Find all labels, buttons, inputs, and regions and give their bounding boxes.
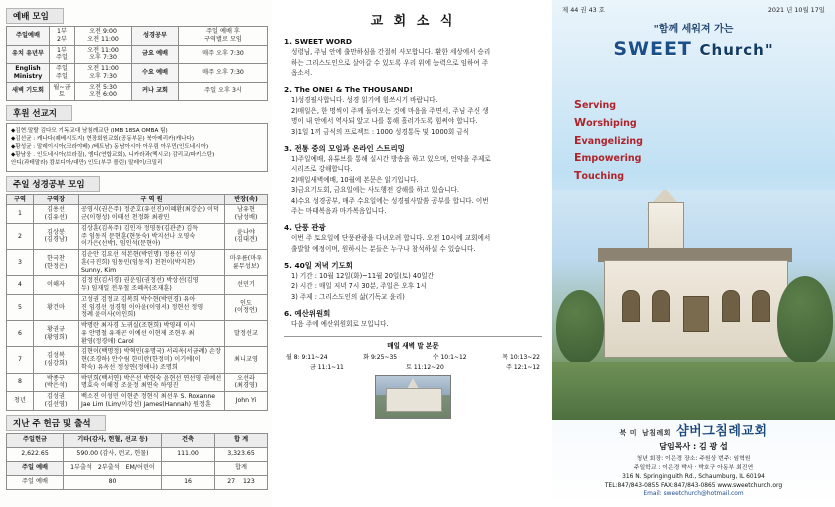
acrostic-line [574, 132, 754, 150]
acrostic-line [574, 149, 754, 167]
acrostic-line [574, 114, 754, 132]
acrostic-word: vangelizing [581, 135, 643, 147]
news-item [284, 223, 542, 254]
table-row: 1 김용선 (김유선) 공영시(권은주) 정준호(유선진)이혜환(최강순) 이덕 군(이형성) 이태선 천정화 최광민 남유현 (남성배) [7, 205, 268, 224]
table-row: 3 한국찬 (한정은) 김순안 김요선 석본현(박인명) 정용선 이성 훈(극진희) 임동민(임동직) 천천이(박지찬) Sunny, Kim 마우름(마우 륜무성보) [7, 250, 268, 276]
cover-footer [552, 420, 835, 499]
acrostic-word: mpowering [581, 153, 642, 165]
smallgroup-table [6, 194, 268, 411]
tree-shape [556, 290, 604, 364]
news-item-body [284, 95, 542, 137]
window-shape [652, 290, 670, 322]
table-header-row [7, 433, 268, 447]
finance-section-title: 지난 주 헌금 및 출석 [6, 415, 106, 431]
news-item [284, 144, 542, 217]
col-offering: 주일헌금 [7, 433, 64, 447]
news-line: 2)매일새벽예배, 10월에 본문은 읽기입니다. [291, 175, 419, 184]
table-row: 8 박종구 (박은석) 박민희(백서연) 박은선 박현숙 윤현선 연선영 권예선 명효숙 이해정 조윤정 최연숙 하영진 오선라 (최경영) [7, 373, 268, 392]
news-item-body [284, 47, 542, 78]
smallgroup-section-title: 주일 성경공부 모임 [6, 176, 100, 192]
issue-date: 2021 년 10월 17일 [767, 6, 825, 14]
table-row: 6 황권규 (황영희) 박명란 최자경 노귀실(조현희) 박영래 이시 유 안명철 유재곤 이예선 이현제 조현우 최 환영(정경애) Carol 말정선교 [7, 321, 268, 347]
daily-verse-row [284, 352, 542, 361]
table-row: 새벽 기도회 월~금 토 오전 5:30 오전 6:00 커나 교회 주일 오후 3시 [7, 82, 268, 101]
news-item-heading: 3. 전통 중의 모임과 온라인 스트리밍 [284, 143, 405, 153]
news-line: 시리즈로 강해합니다. [291, 165, 353, 174]
acrostic-word: ouching [581, 171, 625, 183]
table-row: 유치 유년부 1부 주일 오전 11:00 오후 7:30 금요 예배 매주 오후 7:30 [7, 45, 268, 64]
daily-verse-row [284, 362, 542, 371]
table-row: 청년 김성권 (김선영) 백소진 이성민 이현준 정현식 최선우 S. Roxanne Jae Lim (Lim/이강선) James(Hannah) 원정훈 John Yi [7, 392, 268, 411]
swept-acrostic [574, 96, 754, 185]
total-value: 3,323.65 [215, 447, 268, 461]
list-item: ◆김현․말랄 김다모 기독교대 남침례교단 (IMB 18SA OMBA 팀) [11, 128, 168, 134]
news-item-body [284, 233, 542, 254]
contact-block [562, 455, 825, 499]
news-line: 3) 주제 : 그리스도인의 삶(기독교 윤리) [291, 292, 405, 301]
finance-table [6, 433, 268, 490]
col-leader: 구역장 [34, 194, 79, 205]
building-shape [386, 388, 442, 412]
table-row: 5 황건마 고성권 검정교 김복희 박수현(박민경) 유아 진 임경선 성경험 이아윤(이영서) 정현선 정영 정례 윤미사(이인희) 인도 (이정언) [7, 294, 268, 320]
news-column [276, 0, 550, 507]
news-line: 2)매일은, 한 명씩이 주께 돌아오는 것에 마음을 주면서, 주님 주신 생 [291, 106, 489, 115]
church-building-photo [552, 190, 835, 420]
table-header-row [7, 194, 268, 205]
news-item-body [284, 271, 542, 302]
church-name-line [562, 420, 825, 439]
col-members: 구 역 원 [79, 194, 225, 205]
news-line: 2) 시간 : 매일 저녁 7시 30분, 주일은 오후 1시 [291, 282, 427, 291]
missionary-list [6, 123, 268, 172]
daily-verse-box [284, 336, 542, 419]
staff-line: 청년 회장: 이은경 장소: 주원상 번주: 임혁원 [636, 456, 751, 462]
news-line: 4)수요 성경공부, 매주 수요일에는 성경필사말씀 공부를 합니다. 이번 [291, 196, 489, 205]
list-item: ◆황남웅 ․ 인도네시아(브라질), 엠디(연합교회), 니카라과(멕시코) 감리교/파키스탄) [11, 152, 215, 159]
missionary-section-title: 후원 선교지 [6, 105, 72, 121]
church-name: 샴버그침례교회 [676, 424, 768, 439]
news-item-body [284, 319, 542, 329]
news-line: 옵소서. [291, 69, 313, 78]
news-line: 명이 내 안에서 역사되 앞고 나를 통해 흘러가도록 힘써야 합니다. [291, 117, 478, 126]
col-assistant: 반장(속) [225, 194, 268, 205]
list-item: ◆황성균 : 말레이시아(크라야베) /베트남) 동남아시아 아우림 아우민(인도네시아) [11, 144, 209, 151]
col-building: 건축 [162, 433, 215, 447]
acrostic-word: orshiping [586, 117, 637, 129]
news-line: 3)금요기도회, 금요일에는 사도행전 강해를 하고 있습니다. [291, 186, 459, 195]
col-other: 기타(감사, 헌혈, 선교 등) [64, 433, 162, 447]
daily-verse-title: 매일 새벽 말 본문 [387, 341, 439, 350]
worship-schedule-table [6, 26, 268, 101]
table-row: 주일 예배 80 16 27 123 [7, 475, 268, 489]
table-row: 7 김성복 (심강희) 김현이(백명정) 박혁민(유명국) 서리옥(서금례) 손장 현(조경하) 안수림 한미란(한정미) 이기에(이 학숙) 유옥선 정성연(정애나) 조명희 최니교영 [7, 347, 268, 373]
news-line: 1)성경필사합니다. 성경 읽기에 힘쓰시기 바랍니다. [291, 96, 438, 105]
verse-cell: 토 11:12~20 [406, 363, 444, 371]
acrostic-line [574, 96, 754, 114]
acrostic-word: erving [581, 100, 617, 111]
church-name-prefix-1: 북 미 [619, 429, 637, 437]
page-title: 교 회 소 식 [370, 14, 456, 29]
logo-church-text: Church" [699, 41, 774, 59]
senior-pastor: 담임목사 : 김 광 섭 [659, 442, 728, 451]
news-item [284, 85, 542, 137]
phone-line: TEL:847/843-0855 FAX:847/843-0865 www.sweetchurch.org [604, 482, 783, 489]
news-item [284, 37, 542, 78]
table-row: 2 김상봉 (김경남) 김상훈(김옥주) 김인자 정영동(김관준) 김득 주 임동직 문현훈(현동숙) 박지선나 오영숙 이가은(선박), 임인석(문현아) 윤나야 (김대견) [7, 223, 268, 249]
issue-number: 제 44 권 43 호 [562, 6, 605, 14]
other-value: 590.00 (감사, 런교, 헌물) [64, 447, 162, 461]
table-row: 주일예배 1부 2부 오전 9:00 오전 11:00 성경공부 주일 예배 후 구역별로 모임 [7, 27, 268, 46]
church-name-prefix-2: 남침례회 [642, 429, 672, 437]
tree-shape [777, 276, 833, 364]
verse-cell: 수 10:1~12 [432, 353, 467, 361]
door-shape [683, 296, 709, 332]
news-line: 이번 주 토요일에 단풍관광을 다녀오려 합니다. 오전 10시에 교회에서 [291, 234, 491, 243]
news-line: 1)주일예배, 유튜브를 통해 실시간 방송을 하고 있으며, 언약을 주제로 [291, 154, 491, 163]
church-logo [552, 38, 835, 60]
acrostic-initial: W [574, 115, 587, 129]
news-item-heading: 2. The ONE! & The THOUSAND! [284, 85, 414, 95]
church-thumbnail-image [375, 375, 451, 419]
acrostic-line [574, 167, 754, 185]
news-item-heading: 5. 40일 저녁 기도회 [284, 260, 353, 270]
left-column [0, 0, 272, 507]
lawn-shape [552, 362, 835, 420]
news-line: 성령님, 주님 안에 출만하심을 간절히 사모합니다. 환한 세상에서 승리 [291, 47, 491, 56]
window-shape [752, 290, 770, 322]
verse-cell: 목 10:13~22 [502, 353, 540, 361]
verse-cell: 월 8: 9:11~24 [286, 353, 328, 361]
table-row: English Ministry 주일 주일 오전 11:00 오후 7:30 수요 예배 매주 오후 7:30 [7, 64, 268, 83]
logo-sweet-text: SWEET [613, 38, 692, 60]
acrostic-initial: S [574, 98, 582, 111]
window-shape [622, 290, 640, 322]
acrostic-initial: E [574, 133, 582, 147]
cover-header [552, 5, 835, 14]
staff-line: 주일학교 : 이은경 박사 · 박호구 아동부 최진연 [633, 464, 754, 471]
news-item-heading: 1. SWEET WORD [284, 37, 352, 46]
offering-value: 2,622.65 [7, 447, 64, 461]
table-row [7, 447, 268, 461]
address-line: 316 N. Springinguith Rd., Schaumburg, IL 60194 [622, 473, 765, 480]
news-item [284, 261, 542, 302]
news-line: 3)1일 1끼 금식의 프로젝트 : 1000 성경통독 및 1000회 금식 [291, 127, 470, 136]
col-total: 합 계 [215, 433, 268, 447]
cover-column [552, 0, 835, 507]
news-line: 1) 기간 : 10월 12일(화)~11월 20일(토) 40일간 [291, 271, 435, 280]
verse-cell: 주 12:1~12 [506, 363, 540, 371]
news-line: 다음 주에 예산위원회로 모입니다. [291, 319, 389, 328]
news-item [284, 309, 542, 329]
table-row: 4 이해자 김정진(김서경) 권운임(권정선) 박상선(김영 두) 임재일 전우철 조혜옥(조재훈) 선민기 [7, 276, 268, 295]
list-item: ◆김선균 : 캐나다(퀘베시도지) 현장회원교회(공동부문) 북아메리카(캐나다) [11, 136, 195, 143]
table-row: 주일 예배 1부출석 2부출석 EM/어린이 합계 [7, 461, 268, 475]
col-group: 구역 [7, 194, 34, 205]
acrostic-initial: T [574, 169, 582, 183]
news-line: 출발할 예정이며, 원하시는 분들은 누구나 참석하실 수 있습니다. [291, 244, 476, 253]
window-shape [722, 290, 740, 322]
email-line: Email: sweetchurch@hotmail.com [643, 491, 744, 498]
building-value: 111.00 [162, 447, 215, 461]
news-line: 하는 그리스도인으로 살아갈 수 있도록 우리 위에 능력으로 임하여 주 [291, 58, 489, 67]
cover-subtitle: "함께 세워져 가는 [653, 24, 734, 35]
acrostic-initial: E [574, 151, 582, 165]
news-item-heading: 4. 단풍 관광 [284, 223, 326, 233]
news-line: 주는 마태복음과 마가복음입니다. [291, 207, 387, 216]
worship-section-title: 예배 모임 [6, 8, 64, 24]
verse-cell: 화 9:25~35 [363, 353, 398, 361]
list-item: 안디(과테말라) 캄보디아/대만) 인도(부쿠 볼린) 말레이/크밀리 [11, 160, 163, 167]
news-item-body [284, 154, 542, 217]
verse-cell: 금 11:1~11 [310, 363, 344, 371]
news-item-heading: 6. 예산위원회 [284, 308, 331, 318]
